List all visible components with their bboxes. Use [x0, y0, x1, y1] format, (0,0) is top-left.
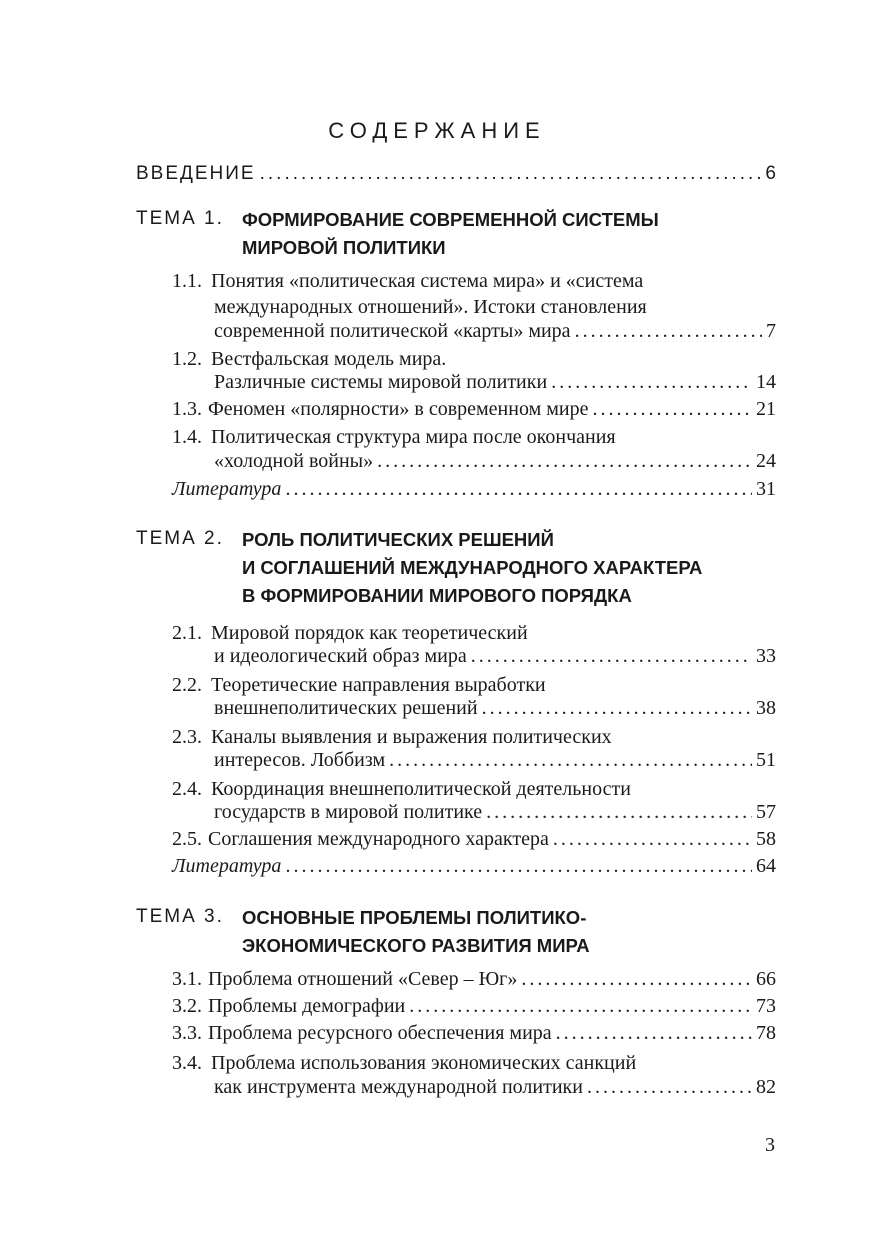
dot-leader [592, 398, 752, 421]
toc-section-line: Мировой порядок как теоретический [211, 622, 528, 644]
topic-title-line: И СОГЛАШЕНИЙ МЕЖДУНАРОДНОГО ХАРАКТЕРА [242, 557, 703, 578]
toc-section-line: и идеологический образ мира [214, 645, 467, 667]
toc-section-number: 3.3. [172, 1022, 202, 1044]
toc-entry-2-5[interactable] [172, 828, 776, 851]
toc-entry-intro[interactable] [136, 163, 776, 185]
toc-entry-literature-2[interactable] [172, 855, 776, 878]
topic-title-line: ФОРМИРОВАНИЕ СОВРЕМЕННОЙ СИСТЕМЫ [242, 209, 659, 230]
toc-page-number: 33 [756, 645, 776, 667]
toc-entry-3-3[interactable] [172, 1022, 776, 1045]
dot-leader [471, 645, 752, 668]
toc-page-number: 66 [756, 968, 776, 990]
dot-leader [285, 855, 752, 878]
toc-page-number: 82 [756, 1076, 776, 1098]
toc-page-number: 6 [765, 163, 776, 184]
topic-title-line: ЭКОНОМИЧЕСКОГО РАЗВИТИЯ МИРА [242, 935, 590, 956]
dot-leader [482, 697, 752, 720]
toc-section-number: 2.2. [172, 674, 202, 696]
toc-section-line: Каналы выявления и выражения политических [211, 726, 612, 748]
toc-section-line: Проблемы демографии [208, 995, 406, 1017]
topic-label: ТЕМА 3. [136, 906, 224, 927]
toc-literature-label: Литература [172, 478, 282, 500]
toc-section-line: внешнеполитических решений [214, 697, 478, 719]
toc-entry-literature-1[interactable] [172, 478, 776, 501]
toc-entry-2-1[interactable] [214, 645, 776, 668]
page-title: СОДЕРЖАНИЕ [328, 118, 546, 143]
toc-section-line: Вестфальская модель мира. [211, 348, 447, 370]
toc-section-number: 3.4. [172, 1052, 202, 1074]
dot-leader [587, 1076, 752, 1099]
toc-section-number: 2.1. [172, 622, 202, 644]
topic-label: ТЕМА 2. [136, 528, 224, 549]
toc-page-number: 73 [756, 995, 776, 1017]
toc-section-number: 1.4. [172, 426, 202, 448]
toc-entry-2-3[interactable] [214, 749, 776, 772]
toc-entry-3-2[interactable] [172, 995, 776, 1018]
toc-section-line: интересов. Лоббизм [214, 749, 386, 771]
dot-leader [260, 163, 762, 185]
toc-page-number: 51 [756, 749, 776, 771]
topic-label: ТЕМА 1. [136, 208, 224, 229]
topic-title-line: РОЛЬ ПОЛИТИЧЕСКИХ РЕШЕНИЙ [242, 529, 554, 550]
topic-title-line: ОСНОВНЫЕ ПРОБЛЕМЫ ПОЛИТИКО- [242, 907, 587, 928]
topic-title-line: МИРОВОЙ ПОЛИТИКИ [242, 237, 446, 258]
toc-entry-3-4[interactable] [214, 1076, 776, 1099]
toc-entry-1-3[interactable] [172, 398, 776, 421]
toc-entry-1-2[interactable] [214, 371, 776, 394]
toc-section-line: международных отношений». Истоки становления [214, 296, 647, 318]
toc-section-number: 2.4. [172, 778, 202, 800]
toc-section-line: «холодной войны» [214, 450, 374, 472]
dot-leader [285, 478, 752, 501]
toc-page-number: 7 [766, 320, 776, 342]
toc-section-number: 2.3. [172, 726, 202, 748]
dot-leader [521, 968, 752, 991]
dot-leader [389, 749, 752, 772]
toc-section-line: Проблема использования экономических санкций [211, 1052, 637, 1074]
page-folio: 3 [765, 1134, 775, 1156]
toc-section-line: государств в мировой политике [214, 801, 483, 823]
toc-page-number: 21 [756, 398, 776, 420]
toc-page-number: 24 [756, 450, 776, 472]
toc-entry-2-4[interactable] [214, 801, 776, 824]
toc-section-number: 1.2. [172, 348, 202, 370]
dot-leader [409, 995, 752, 1018]
toc-entry-label: ВВЕДЕНИЕ [136, 163, 256, 184]
dot-leader [553, 828, 752, 851]
toc-section-number: 2.5. [172, 828, 202, 850]
toc-page-number: 31 [756, 478, 776, 500]
toc-page-number: 57 [756, 801, 776, 823]
toc-section-line: Проблема ресурсного обеспечения мира [208, 1022, 552, 1044]
toc-page-number: 58 [756, 828, 776, 850]
toc-section-number: 1.3. [172, 398, 202, 420]
toc-entry-1-1[interactable] [214, 320, 776, 343]
toc-section-line: современной политической «карты» мира [214, 320, 571, 342]
toc-section-number: 3.1. [172, 968, 202, 990]
dot-leader [575, 320, 762, 343]
dot-leader [486, 801, 752, 824]
toc-page-number: 64 [756, 855, 776, 877]
toc-page-number: 14 [756, 371, 776, 393]
toc-page-number: 38 [756, 697, 776, 719]
dot-leader [377, 450, 752, 473]
toc-entry-3-1[interactable] [172, 968, 776, 991]
toc-section-line: Координация внешнеполитической деятельности [211, 778, 631, 800]
toc-section-line: Соглашения международного характера [208, 828, 549, 850]
toc-literature-label: Литература [172, 855, 282, 877]
toc-section-line: как инструмента международной политики [214, 1076, 583, 1098]
toc-section-number: 3.2. [172, 995, 202, 1017]
toc-section-line: Теоретические направления выработки [211, 674, 546, 696]
toc-section-line: Понятия «политическая система мира» и «система [211, 270, 644, 292]
dot-leader [556, 1022, 752, 1045]
toc-section-line: Различные системы мировой политики [214, 371, 548, 393]
toc-section-line: Феномен «полярности» в современном мире [208, 398, 589, 420]
toc-page-number: 78 [756, 1022, 776, 1044]
topic-title-line: В ФОРМИРОВАНИИ МИРОВОГО ПОРЯДКА [242, 585, 632, 606]
toc-section-number: 1.1. [172, 270, 202, 292]
toc-section-line: Политическая структура мира после окончания [211, 426, 616, 448]
toc-entry-2-2[interactable] [214, 697, 776, 720]
toc-entry-1-4[interactable] [214, 450, 776, 473]
dot-leader [551, 371, 752, 394]
toc-section-line: Проблема отношений «Север – Юг» [208, 968, 518, 990]
